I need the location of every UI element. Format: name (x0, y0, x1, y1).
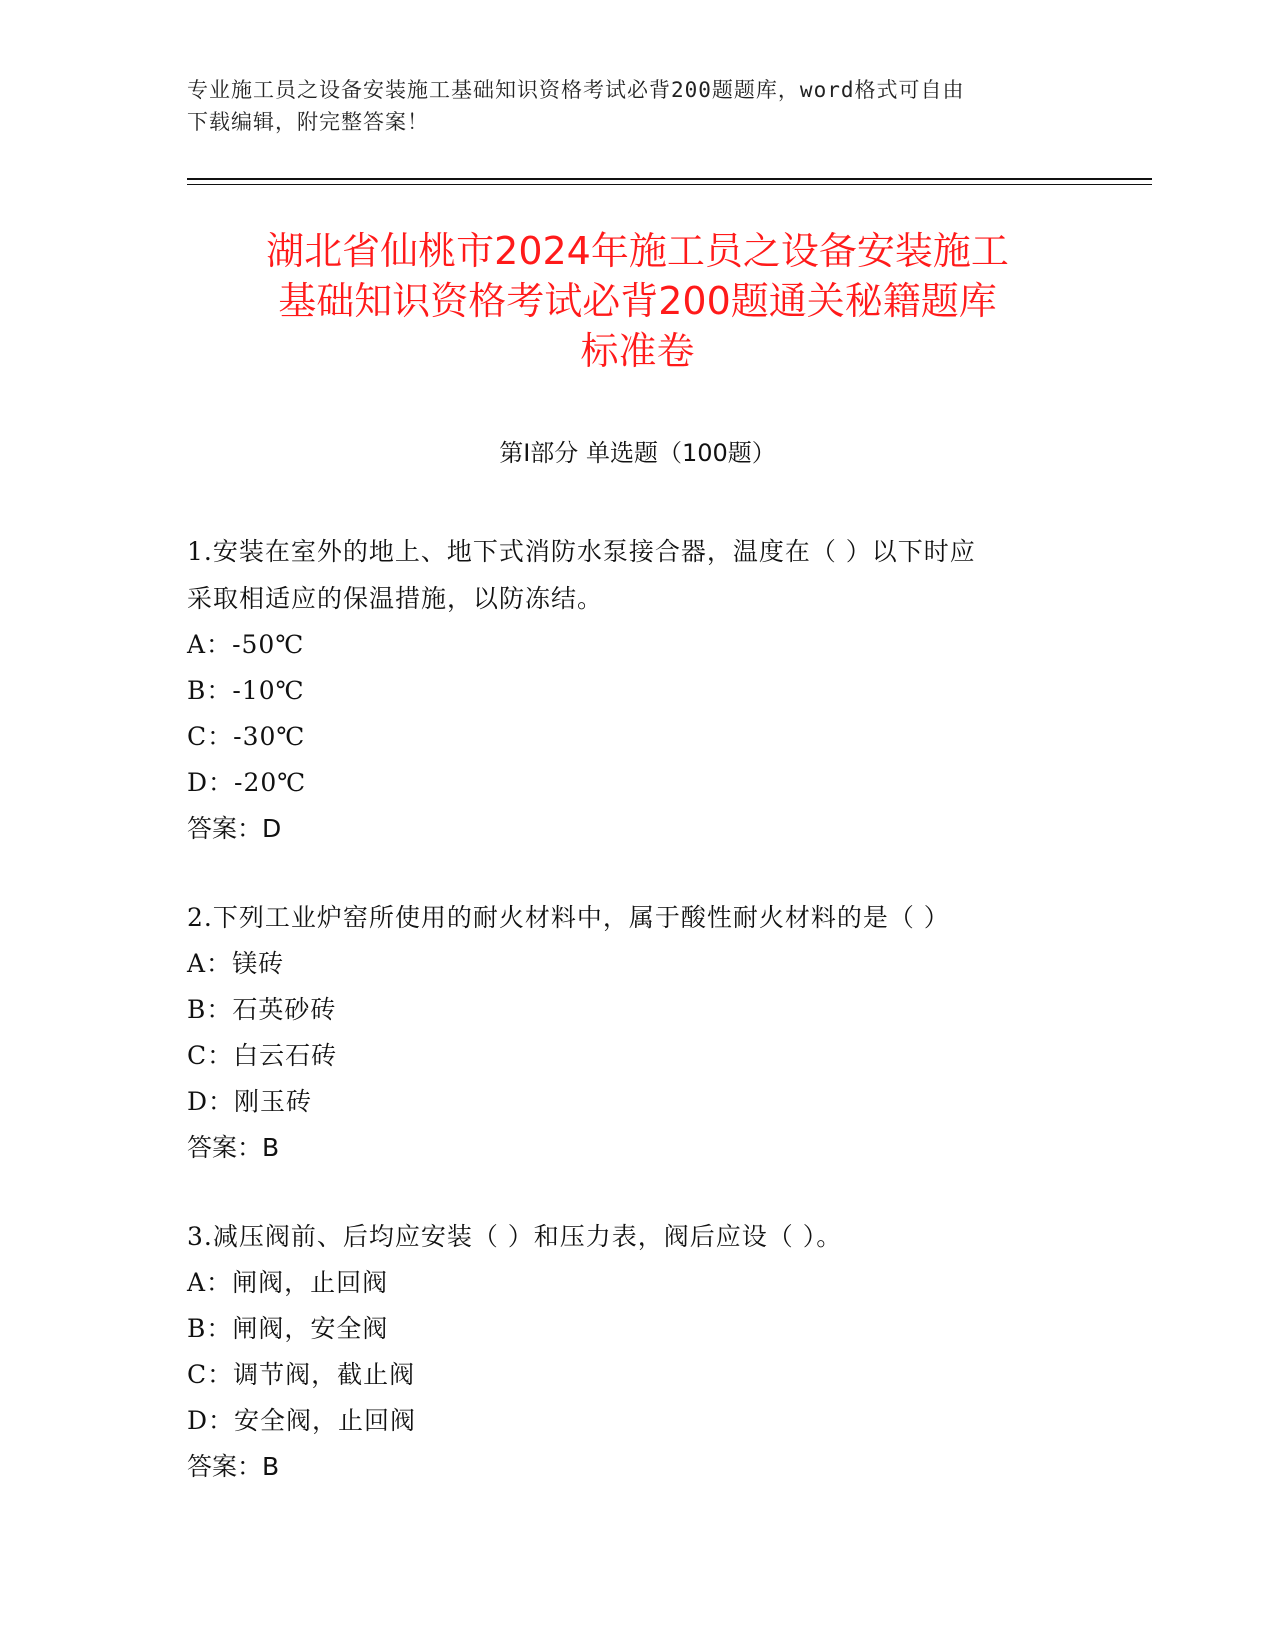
header-note-line: 下载编辑，附完整答案！ (187, 110, 429, 134)
option-key: A： (187, 630, 233, 659)
section-heading: 第I部分 单选题（100题） (499, 439, 776, 467)
answer-line: 答案：D (187, 814, 282, 843)
option-key: B： (187, 995, 233, 1024)
answer-line: 答案：B (187, 1133, 280, 1162)
option-key: C： (187, 1041, 234, 1070)
option-d (187, 1079, 1087, 1125)
option-text: 石英砂砖 (232, 995, 337, 1024)
option-key: C： (187, 722, 234, 751)
option-key: D： (187, 1406, 235, 1435)
question-stem (187, 1213, 1087, 1260)
question-stem-line: 采取相适应的保温措施，以防冻结。 (187, 584, 604, 613)
header-note-line: 专业施工员之设备安装施工基础知识资格考试必背200题题库，word格式可自由 (187, 78, 965, 102)
option-text: -20℃ (234, 768, 307, 797)
option-b (187, 668, 1087, 714)
option-text: 白云石砖 (233, 1041, 338, 1070)
question-stem-line: 3.减压阀前、后均应安装（ ）和压力表，阀后应设（ ）。 (187, 1222, 843, 1251)
option-a (187, 1260, 1087, 1306)
option-c (187, 1033, 1087, 1079)
question-stem (187, 528, 1087, 622)
question-stem-line: 1.安装在室外的地上、地下式消防水泵接合器，温度在（ ）以下时应 (187, 537, 976, 566)
option-b (187, 1306, 1087, 1352)
option-d (187, 1398, 1087, 1444)
option-c (187, 1352, 1087, 1398)
title-line: 标准卷 (580, 329, 695, 373)
answer-line: 答案：B (187, 1452, 280, 1481)
option-text: 刚玉砖 (234, 1087, 313, 1116)
question-item (187, 894, 1087, 1171)
option-key: A： (187, 1268, 233, 1297)
header-divider (187, 178, 1152, 180)
question-item (187, 1213, 1087, 1490)
option-a (187, 941, 1087, 987)
option-text: 调节阀，截止阀 (233, 1360, 416, 1389)
header-divider-thin (187, 184, 1152, 185)
option-a (187, 622, 1087, 668)
option-c (187, 714, 1087, 760)
option-d (187, 760, 1087, 806)
option-key: D： (187, 768, 235, 797)
option-text: -10℃ (232, 676, 305, 705)
header-note (187, 74, 1087, 138)
option-key: A： (187, 949, 233, 978)
option-text: 闸阀，止回阀 (232, 1268, 389, 1297)
option-text: -50℃ (232, 630, 305, 659)
option-text: -30℃ (233, 722, 306, 751)
option-key: B： (187, 676, 233, 705)
option-key: D： (187, 1087, 235, 1116)
option-text: 闸阀，安全阀 (232, 1314, 389, 1343)
question-list (187, 528, 1087, 1532)
question-stem (187, 894, 1087, 941)
title-line: 湖北省仙桃市2024年施工员之设备安装施工 (266, 229, 1009, 273)
option-text: 镁砖 (232, 949, 285, 978)
document-title (170, 226, 1105, 376)
title-line: 基础知识资格考试必背200题通关秘籍题库 (278, 279, 997, 323)
option-text: 安全阀，止回阀 (234, 1406, 417, 1435)
question-stem-line: 2.下列工业炉窑所使用的耐火材料中，属于酸性耐火材料的是（ ） (187, 903, 950, 932)
option-key: B： (187, 1314, 233, 1343)
option-key: C： (187, 1360, 234, 1389)
question-item (187, 528, 1087, 852)
option-b (187, 987, 1087, 1033)
